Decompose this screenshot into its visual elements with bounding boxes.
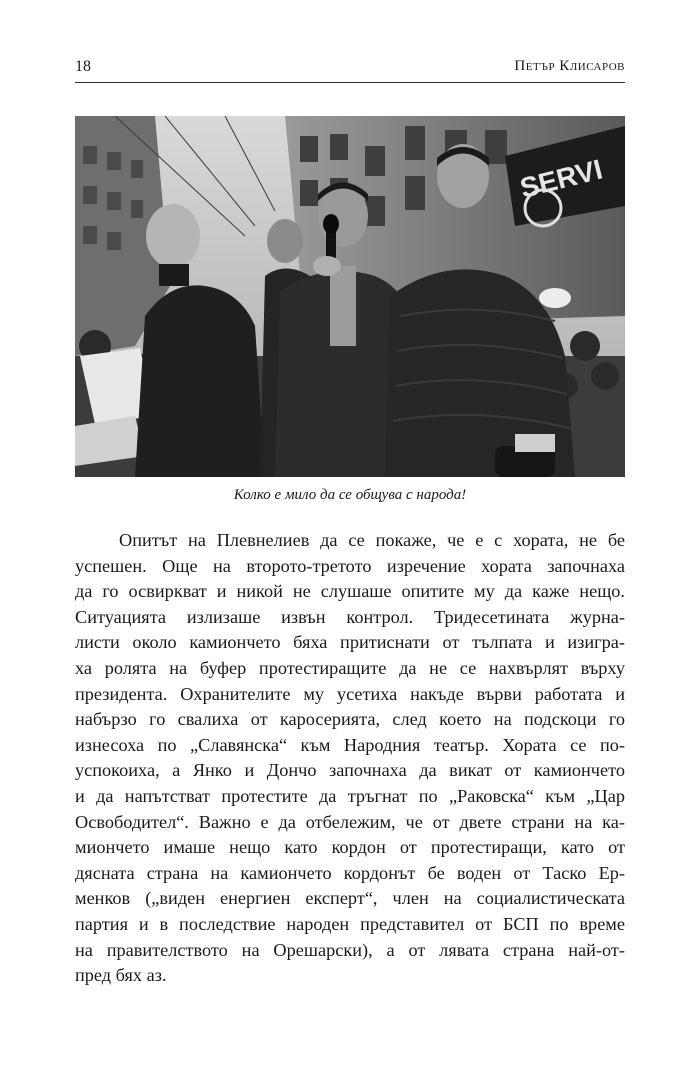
photo-caption: Колко е мило да се общува с народа! [233, 487, 467, 503]
svg-text:SERVI: SERVI [516, 153, 606, 204]
text-line: дясната страна на камиончето кордонът бе воден от Таско Ер- [75, 862, 625, 883]
text-line: Ситуацията излизаше извън контрол. Тридесетината журна- [75, 606, 625, 627]
text-line: президента. Охранителите му усетиха накъде върви работата и [75, 683, 625, 704]
text-line: миончето имаше нещо като кордон от протестиращи, като от [75, 837, 625, 858]
text-line: листи около камиончето бяха притиснати от тълпата и изигра- [75, 632, 625, 653]
text-line: изнесоха по „Славянска“ към Народния театър. Хората се по- [75, 734, 625, 755]
text-line: Освободител“. Важно е да отбележим, че от двете страни на ка- [75, 811, 625, 832]
body-paragraph [75, 528, 625, 989]
text-line: менков („виден енергиен експерт“, член на социалистическата [75, 888, 625, 909]
text-line: и да напътстват протестите да тръгнат по „Раковска“ към „Цар [75, 785, 625, 806]
text-line: успешен. Още на второто-третото изречение хората започнаха [75, 555, 625, 576]
page-number: 18 [75, 58, 91, 75]
running-head-author: Петър Клисаров [514, 58, 625, 74]
text-line: партия и в последствие народен представител от БСП по време [75, 913, 625, 934]
text-line: пред бях аз. [75, 965, 167, 986]
protest-photo [75, 116, 625, 477]
text-line: да го освиркват и никой не слушаше опитите му да каже нещо. [75, 581, 625, 602]
running-header [75, 50, 625, 83]
text-line: набързо го свалиха от каросерията, след което на подскоци го [75, 709, 625, 730]
photo-protest-crowd-icon [75, 116, 625, 477]
text-line: успокоиха, а Янко и Дончо започнаха да викат от камиончето [75, 760, 625, 781]
text-line: на правителството на Орешарски), а от лявата страна най-от- [75, 939, 625, 960]
text-line: ха ролята на буфер протестиращите да не се нахвърлят върху [75, 657, 625, 678]
text-line: Опитът на Плевнелиев да се покаже, че е с хората, не бе [119, 530, 625, 550]
